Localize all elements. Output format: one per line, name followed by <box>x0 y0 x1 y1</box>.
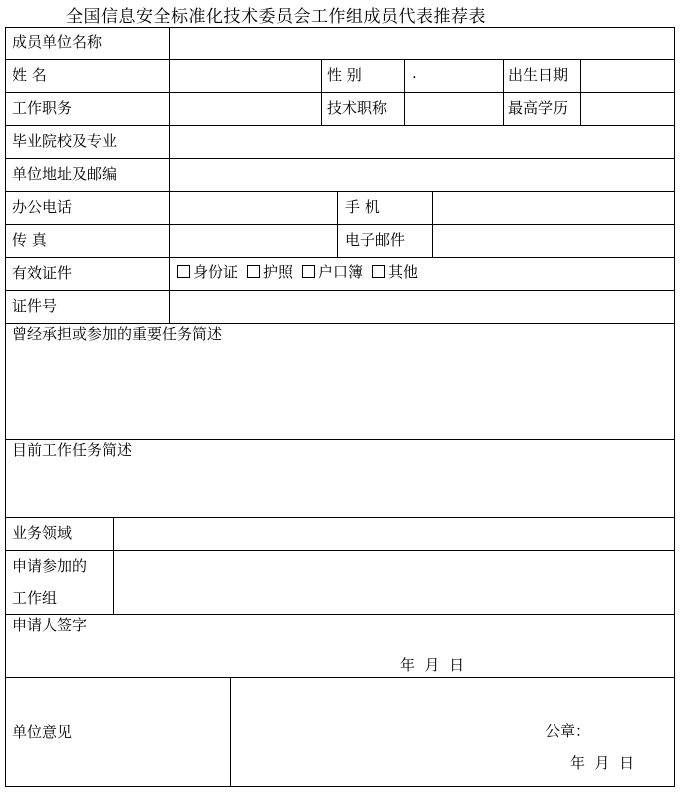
education-field[interactable] <box>583 93 673 124</box>
id-option-label: 其他 <box>388 263 419 281</box>
id-option-passport[interactable] <box>247 263 293 281</box>
valid-id-label: 有效证件 <box>12 264 73 282</box>
official-seal-label: 公章： <box>545 722 591 740</box>
name-label: 姓 名 <box>12 66 47 84</box>
tech-title-label: 技术职称 <box>327 99 388 117</box>
table-left-border <box>5 27 6 787</box>
mobile-label: 手 机 <box>345 198 380 216</box>
office-phone-field[interactable] <box>173 192 335 223</box>
business-field-field[interactable] <box>117 518 672 549</box>
column-border <box>404 59 405 125</box>
school-major-label: 毕业院校及专业 <box>12 132 118 150</box>
row-border <box>5 323 675 324</box>
address-postcode-field[interactable] <box>173 159 673 190</box>
column-border <box>580 59 581 125</box>
id-type-options <box>177 265 427 280</box>
form-title: 全国信息安全标准化技术委员会工作组成员代表推荐表 <box>66 7 486 27</box>
column-border <box>432 191 433 257</box>
row-border <box>5 257 675 258</box>
column-border <box>230 677 231 787</box>
unit-name-field[interactable] <box>173 28 673 59</box>
id-option-label: 身份证 <box>193 263 239 281</box>
mobile-field[interactable] <box>436 192 672 223</box>
row-border <box>5 59 675 60</box>
email-label: 电子邮件 <box>345 231 406 249</box>
office-phone-label: 办公电话 <box>12 198 73 216</box>
row-border <box>5 677 675 678</box>
name-field[interactable] <box>173 60 319 91</box>
signature-date: 年 月 日 <box>400 656 465 674</box>
current-tasks-label: 目前工作任务简述 <box>12 441 133 459</box>
fax-field[interactable] <box>173 225 335 256</box>
job-title-label: 工作职务 <box>12 99 73 117</box>
column-border <box>169 27 170 323</box>
email-field[interactable] <box>436 225 672 256</box>
fax-label: 传 真 <box>12 231 47 249</box>
business-field-label: 业务领域 <box>12 524 73 542</box>
id-option-other[interactable] <box>372 263 418 281</box>
table-right-border <box>674 27 675 787</box>
checkbox-icon[interactable] <box>302 265 315 278</box>
row-border <box>5 614 675 615</box>
id-option-label: 护照 <box>263 263 294 281</box>
id-option-household[interactable] <box>302 263 363 281</box>
id-option-label: 户口簿 <box>318 263 364 281</box>
past-tasks-field[interactable] <box>8 346 672 436</box>
row-border <box>5 92 675 93</box>
checkbox-icon[interactable] <box>177 265 190 278</box>
education-label: 最高学历 <box>508 99 569 117</box>
apply-group-label-line2: 工作组 <box>12 589 58 607</box>
column-border <box>321 59 322 125</box>
past-tasks-label: 曾经承担或参加的重要任务简述 <box>12 325 223 343</box>
column-border <box>113 517 114 614</box>
unit-opinion-label: 单位意见 <box>12 723 73 741</box>
job-title-field[interactable] <box>173 93 319 124</box>
birth-date-field[interactable] <box>583 60 673 91</box>
school-major-field[interactable] <box>173 126 673 157</box>
gender-label: 性 别 <box>327 66 362 84</box>
unit-opinion-date: 年 月 日 <box>570 754 635 772</box>
tech-title-field[interactable] <box>407 93 501 124</box>
row-border <box>5 439 675 440</box>
birth-date-label: 出生日期 <box>508 66 569 84</box>
apply-group-label-line1: 申请参加的 <box>12 557 88 575</box>
address-postcode-label: 单位地址及邮编 <box>12 165 118 183</box>
checkbox-icon[interactable] <box>372 265 385 278</box>
checkbox-icon[interactable] <box>247 265 260 278</box>
unit-name-label: 成员单位名称 <box>12 33 103 51</box>
current-tasks-field[interactable] <box>8 462 672 514</box>
row-border <box>5 786 675 787</box>
apply-group-field[interactable] <box>117 551 672 613</box>
column-border <box>503 59 504 125</box>
id-number-field[interactable] <box>173 291 673 322</box>
id-option-passport-card[interactable] <box>177 263 238 281</box>
gender-field[interactable]: . <box>412 64 417 82</box>
id-number-label: 证件号 <box>12 297 58 315</box>
applicant-signature-label: 申请人签字 <box>12 616 88 634</box>
column-border <box>337 191 338 257</box>
